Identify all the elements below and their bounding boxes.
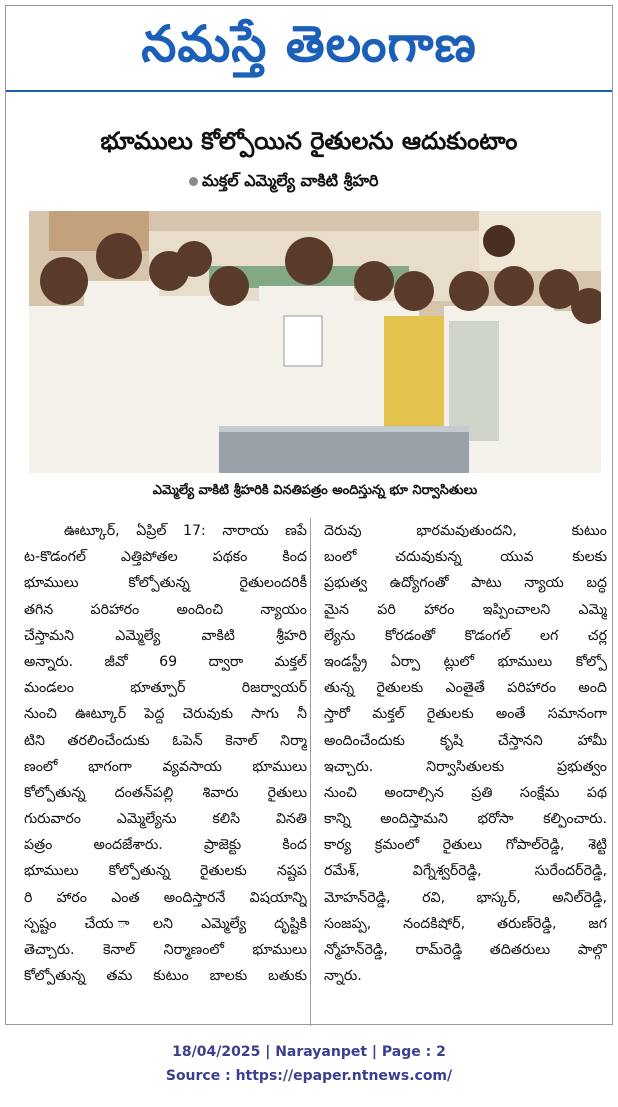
news-photo — [29, 211, 601, 473]
right-line: తున్న రైతులకు ఎంతైతే పరిహారం అంది — [324, 680, 607, 697]
right-line: దెరువు భారమవుతుందని, కుటుం — [324, 523, 607, 539]
footer-source: Source : https://epaper.ntnews.com/ — [165, 1068, 453, 1084]
left-line: గురువారం ఎమ్మెల్యేను కలిసి వినతి — [24, 811, 307, 828]
masthead-rule — [6, 90, 612, 92]
right-line: బంలో చదువుకున్న యువ కులకు — [324, 549, 607, 566]
left-column — [24, 518, 307, 989]
left-line: స్పష్టం చేయ ాలని ఎమ్మెల్యే దృష్టికి — [24, 915, 307, 932]
subhead — [189, 170, 378, 192]
left-line: అన్నారు. జీవో 69 ద్వారా మక్తల్ — [24, 653, 307, 670]
right-line: మోహన్‌రెడ్డి, రవి, భాస్కర్, అనిల్‌రెడ్డి, — [324, 889, 607, 906]
right-line: ఇచ్చారు. నిర్వాసితులకు ప్రభుత్వం — [324, 758, 607, 775]
right-line: సంజప్ప, నందకిషోర్, తరుణ్‌రెడ్డి, జగ — [324, 915, 607, 932]
masthead: నమస్తే తెలంగాణ — [141, 15, 477, 73]
left-line: కోల్పోతున్న దంతన్‌పల్లి శివారు రైతులు — [24, 784, 307, 801]
left-line: నుంచి ఊట్కూర్ పెద్ద చెరువుకు సాగు నీ — [24, 706, 307, 723]
left-line: కోల్పోతున్న తమ కుటుం బాలకు బతుకు — [24, 968, 307, 985]
left-line: చేస్తామని ఎమ్మెల్యే వాకిటి శ్రీహరి — [24, 627, 307, 644]
left-line: మండలం భూత్పూర్ రిజర్వాయర్ — [24, 680, 307, 697]
column-divider — [310, 518, 311, 1026]
left-line: తెచ్చారు. కెనాల్ నిర్మాణంలో భూములు — [24, 942, 307, 958]
newspaper-clipping — [5, 5, 613, 1025]
photo-illustration — [29, 211, 601, 473]
left-line: పత్రం అందజేశారు. ప్రాజెక్టు కింద — [24, 837, 307, 854]
right-line: నుంచి అందాల్సిన ప్రతి సంక్షేమ పథ — [324, 784, 607, 801]
right-column — [324, 518, 607, 989]
left-line: రి హారం ఎంత అందిస్తారనే విషయాన్ని — [24, 889, 307, 906]
left-line: ఊట్కూర్, ఏప్రిల్ 17: నారాయ ణపే — [64, 523, 307, 539]
photo-caption: ఎమ్మెల్యే వాకిటి శ్రీహరికి వినతిపత్రం అందిస్తున్న భూ నిర్వాసితులు — [29, 476, 601, 506]
bullet-icon — [189, 177, 198, 186]
right-line: ప్రభుత్వ ఉద్యోగంతో పాటు న్యాయ బద్ధ — [324, 575, 607, 592]
left-line: భూములు కోల్పోతున్న రైతులకు నష్టప — [24, 863, 307, 880]
headline: భూములు కోల్పోయిన రైతులను ఆదుకుంటాం — [100, 127, 518, 155]
subhead-text: మక్తల్ ఎమ్మెల్యే వాకిటి శ్రీహరి — [202, 171, 379, 190]
left-line: టిని తరలించేందుకు ఓపెన్ కెనాల్ నిర్మా — [24, 732, 307, 749]
right-line: అందించేందుకు కృషి చేస్తానని హామీ — [324, 732, 607, 749]
right-line: ల్యేను కోరడంతో కొడంగల్ లగ చర్ల — [324, 627, 607, 644]
left-line: భూములు కోల్పోతున్న రైతులందరికీ — [24, 575, 307, 592]
right-line: న్మోహన్‌రెడ్డి, రామ్‌రెడ్డి తదితరులు పాల్గొ — [324, 942, 607, 958]
left-line: తగిన పరిహారం అందించి న్యాయం — [24, 601, 307, 618]
right-line: రమేశ్, విగ్నేశ్వర్‌రెడ్డి, సురేందర్‌రెడ్డి, — [324, 863, 607, 880]
right-line: మైన పరి హారం ఇప్పించాలని ఎమ్మె — [324, 601, 607, 618]
right-line: ఇండస్ట్రీ ఏర్పా ట్లులో భూములు కోల్పో — [324, 653, 607, 670]
right-line: కాన్ని అందిస్తామని భరోసా కల్పించారు. — [324, 811, 607, 828]
footer-date-page: 18/04/2025 | Narayanpet | Page : 2 — [172, 1044, 446, 1060]
right-line: కార్య క్రమంలో రైతులు గోపాల్‌రెడ్డి, శెట్టి — [324, 837, 607, 854]
right-line: న్నారు. — [324, 968, 362, 985]
left-line: ట-కొడంగల్ ఎత్తిపోతల పథకం కింద — [24, 549, 307, 566]
right-line: స్తారో మక్తల్ రైతులకు అంతే సమానంగా — [324, 706, 607, 723]
left-line: ణంలో భాగంగా వ్యవసాయ భూములు — [24, 758, 307, 775]
